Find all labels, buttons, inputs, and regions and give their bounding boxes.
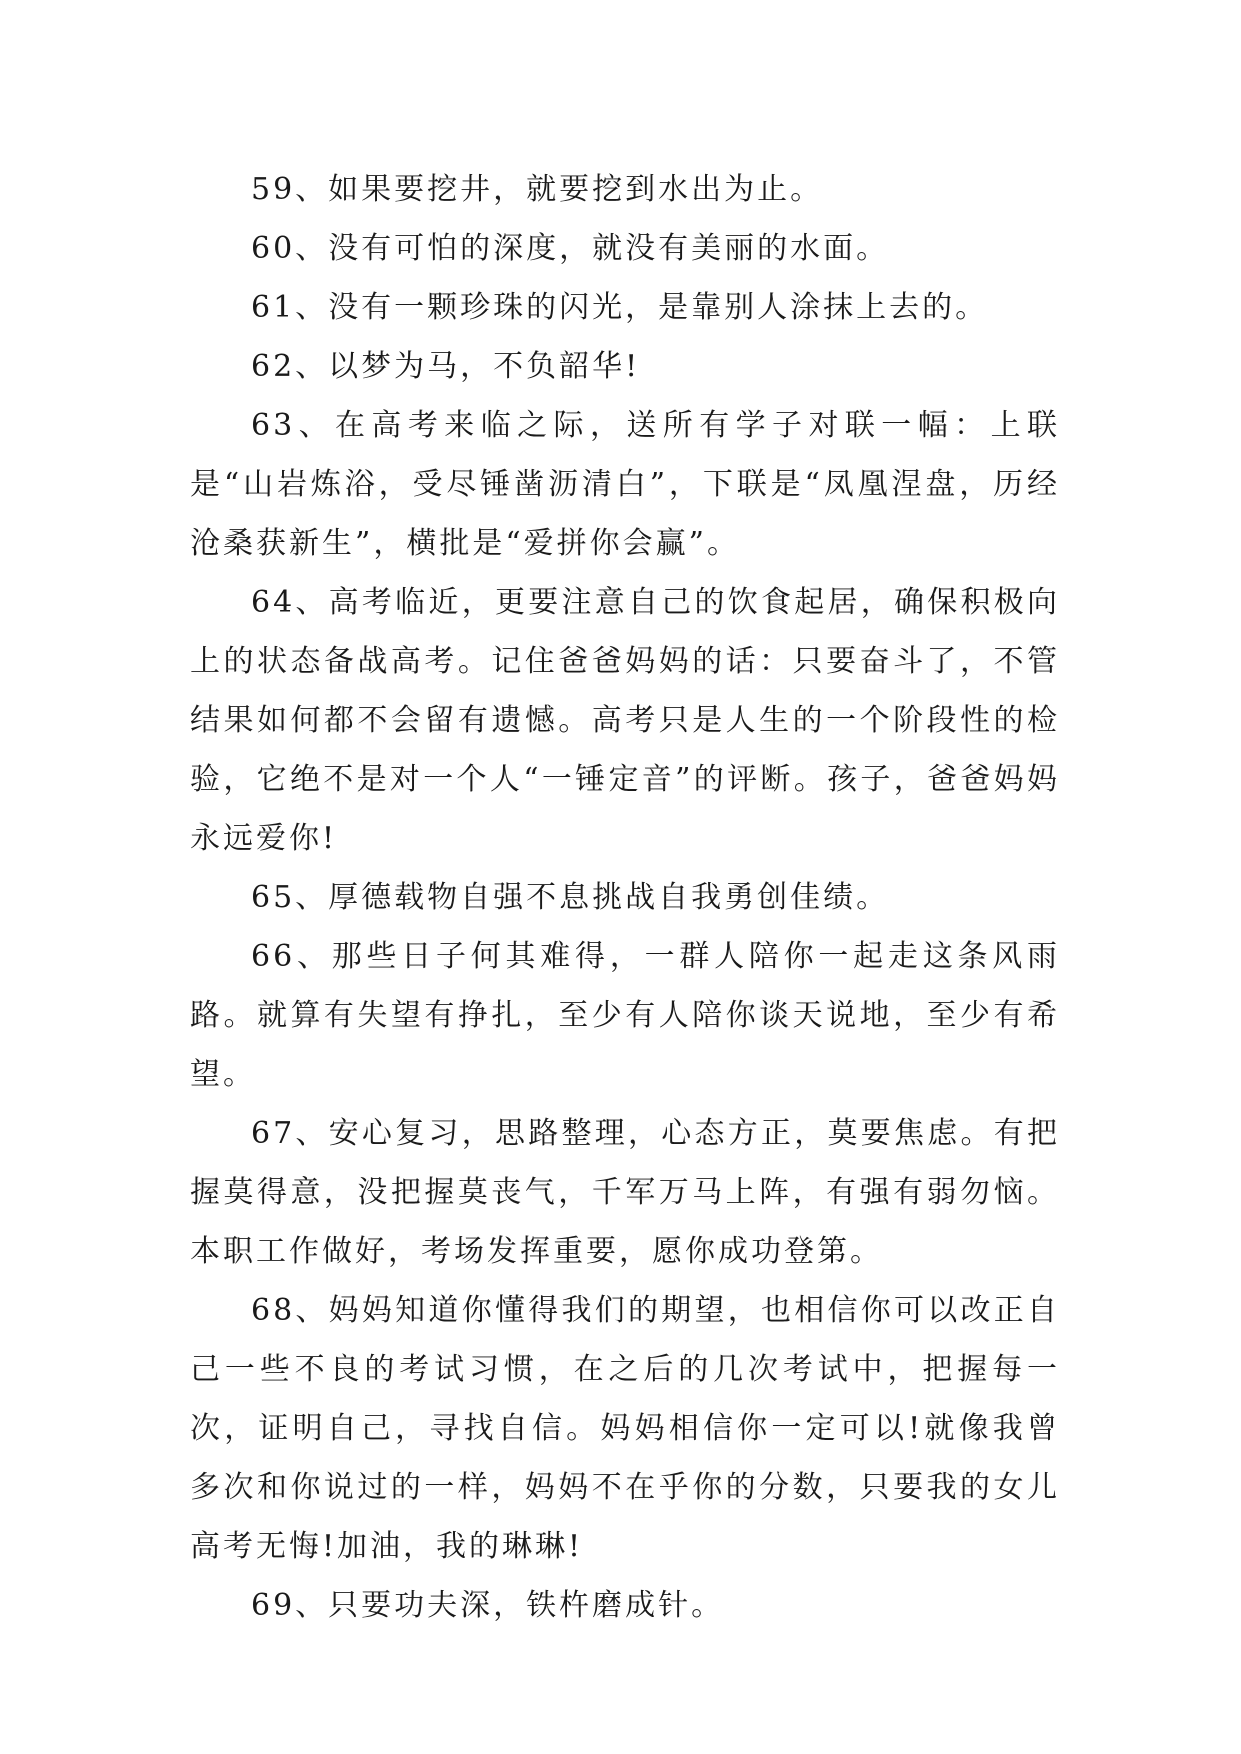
paragraph-60: 60、没有可怕的深度，就没有美丽的水面。: [251, 231, 890, 266]
paragraph-62: 62、以梦为马，不负韶华!: [251, 349, 641, 384]
paragraph-61: 61、没有一颗珍珠的闪光，是靠别人涂抹上去的。: [251, 290, 989, 325]
paragraph-68: 68、妈妈知道你懂得我们的期望，也相信你可以改正自己一些不良的考试习惯，在之后的几次考试中，把握每一次，证明自己，寻找自信。妈妈相信你一定可以!就像我曾多次和你说过的一样，妈妈不在乎你的分数，只要我的女儿高考无悔!加油，我的琳琳!: [190, 1293, 1060, 1564]
paragraph-59: 59、如果要挖井，就要挖到水出为止。: [251, 172, 824, 207]
paragraph-63: 63、在高考来临之际，送所有学子对联一幅：上联是“山岩炼浴，受尽锤凿沥清白”，下联是“凤凰涅盘，历经沧桑获新生”，横批是“爱拼你会赢”。: [190, 408, 1060, 561]
paragraph-65: 65、厚德载物自强不息挑战自我勇创佳绩。: [251, 880, 890, 915]
paragraph-66: 66、那些日子何其难得，一群人陪你一起走这条风雨路。就算有失望有挣扎，至少有人陪你谈天说地，至少有希望。: [190, 939, 1060, 1092]
paragraph-67: 67、安心复习，思路整理，心态方正，莫要焦虑。有把握莫得意，没把握莫丧气，千军万马上阵，有强有弱勿恼。本职工作做好，考场发挥重要，愿你成功登第。: [190, 1116, 1060, 1269]
document-body: [190, 160, 1060, 1635]
paragraph-64: 64、高考临近，更要注意自己的饮食起居，确保积极向上的状态备战高考。记住爸爸妈妈的话：只要奋斗了，不管结果如何都不会留有遗憾。高考只是人生的一个阶段性的检验，它绝不是对一个人“一锤定音”的评断。孩子，爸爸妈妈永远爱你!: [190, 585, 1060, 856]
paragraph-69: 69、只要功夫深，铁杵磨成针。: [251, 1588, 725, 1623]
